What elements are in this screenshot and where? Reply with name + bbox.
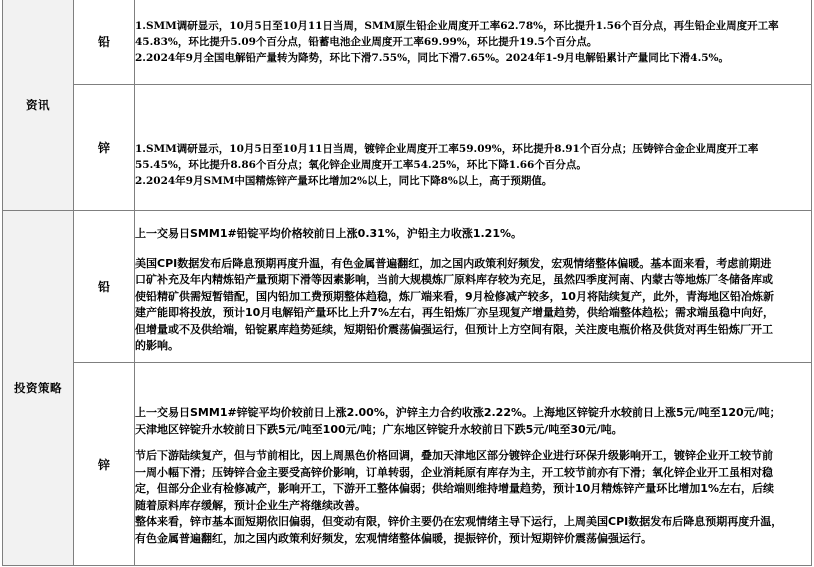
- table-row: [3, 85, 812, 211]
- news-lead-paragraph-2: 2.2024年9月全国电解铅产量转为降势，环比下滑7.55%，同比下滑7.65%。2024年1-9月电解铅累计产量同比下滑4.5%。: [135, 51, 730, 64]
- strategy-lead-paragraph-1: 上一交易日SMM1#铅锭平均价格较前日上涨0.31%，沪铅主力收涨1.21%。: [135, 227, 523, 241]
- metal-label-lead: 铅: [74, 0, 135, 85]
- category-strategy: 投资策略: [3, 211, 74, 566]
- strategy-zinc-paragraph-1: 上一交易日SMM1#锌锭平均价较前日上涨2.00%，沪锌主力合约收涨2.22%。上海地区锌锭升水较前日上涨5元/吨至120元/吨； 天津地区锌锭升水较前日下跌5元/吨至100元/吨；广东地区锌锭升水较前日下跌5元/吨至30元/吨。: [135, 406, 781, 436]
- news-zinc-content: [135, 85, 812, 211]
- report-table: [2, 0, 812, 566]
- news-zinc-paragraph-2: 2.2024年9月SMM中国精炼锌产量环比增加2%以上，同比下降8%以上，高于预期值。: [135, 174, 553, 187]
- metal-label-zinc: 锌: [74, 85, 135, 211]
- metal-label-lead: 铅: [74, 211, 135, 363]
- news-lead-paragraph-1: 1.SMM调研显示，10月5日至10月11日当周，SMM原生铅企业周度开工率62.78%，环比提升1.56个百分点，再生铅企业周度开工率 45.83%，环比提升5.09个百分点，铅蓄电池企业周度开工率69.99%，环比提升19.5个百分点。: [135, 19, 779, 48]
- strategy-zinc-content: [135, 363, 812, 566]
- news-lead-content: [135, 0, 812, 85]
- strategy-lead-paragraph-2: 美国CPI数据发布后降息预期再度升温，有色金属普遍翻红，加之国内政策利好频发，宏观情绪整体偏暖。基本面来看，考虑前期进 口矿补充及年内精炼铅产量预期下滑等因素影响，当前大规模炼厂原料库存较为充足，虽然四季度河南、内蒙古等地炼厂冬储备库或 使铅精矿供需短暂错配，国内铅加工费预期整体趋稳，炼厂端来看，9月检修减产较多，10月将陆续复产，此外，青海地区铅冶炼新 建产能即将投放，预计10月电解铅产量环比上升7%左右，再生铅炼厂亦呈现复产增量趋势，供给端整体趋松；需求端虽稳中向好， 但增量或不及供给端，铅锭累库趋势延续，短期铅价震荡偏强运行，但预计上方空间有限，关注废电瓶价格及供货对再生铅炼厂开工 的影响。: [135, 256, 774, 353]
- table-row: [3, 211, 812, 363]
- category-news: 资讯: [3, 0, 74, 211]
- strategy-zinc-paragraph-2: 节后下游陆续复产，但与节前相比，因上周黑色价格回调，叠加天津地区部分镀锌企业进行环保升级影响开工，镀锌企业开工较节前 一周小幅下滑；压铸锌合金主要受高锌价影响，订单转弱，企业消耗原有库存为主，开工较节前亦有下滑；氧化锌企业开工虽相对稳 定，但部分企业有检修减产，影响开工，下游开工整体偏弱；供给端则维持增量趋势，预计10月精炼锌产量环比增加1%左右，后续 随着原料库存缓解，预计企业生产将继续改善。 整体来看，锌市基本面短期依旧偏弱，但变动有限，锌价主要仍在宏观情绪主导下运行，上周美国CPI数据发布后降息预期再度升温， 有色金属普遍翻红，加之国内政策利好频发，宏观情绪整体偏暖，提振锌价，预计短期锌价震荡偏强运行。: [135, 449, 783, 545]
- news-zinc-paragraph-1: 1.SMM调研显示，10月5日至10月11日当周，镀锌企业周度开工率59.09%，环比提升8.91个百分点；压铸锌合金企业周度开工率 55.45%，环比提升8.86个百分点；氧化锌企业周度开工率54.25%，环比下降1.66个百分点。: [135, 142, 759, 171]
- table-row: [3, 363, 812, 566]
- table-row: [3, 0, 812, 85]
- strategy-lead-content: [135, 211, 812, 363]
- metal-label-zinc: 锌: [74, 363, 135, 566]
